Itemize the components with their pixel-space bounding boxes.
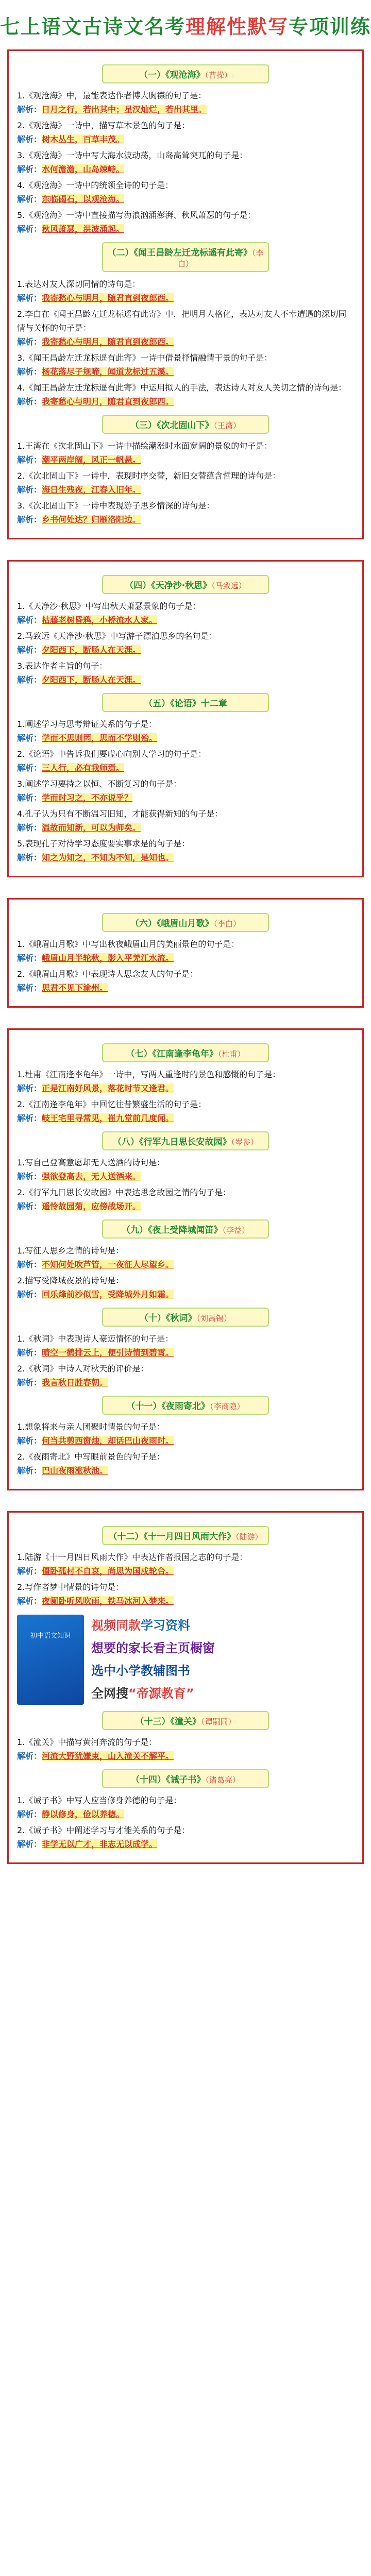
answer-line xyxy=(17,395,354,409)
section-heading xyxy=(102,913,269,932)
question-text: 2.《江南逢李龟年》中回忆往昔繁盛生活的句子是： xyxy=(17,1099,207,1109)
section-author: （刘禹锡） xyxy=(196,1314,231,1323)
answer-line xyxy=(17,1564,354,1578)
question-text: 2.写作者梦中情景的诗句是： xyxy=(17,1582,124,1592)
answer-line xyxy=(17,1170,354,1183)
section-author: （马致远） xyxy=(211,581,246,590)
answer-label: 解析： xyxy=(17,1290,42,1299)
question-text: 1.《观沧海》中，最能表达作者博大胸襟的句子是： xyxy=(17,91,207,100)
answer-line xyxy=(17,981,354,995)
answer-text: 夜阑卧听风吹雨，铁马冰河入梦来。 xyxy=(42,1596,174,1606)
section-heading xyxy=(102,1711,269,1730)
answer-text: 思君不见下渝州。 xyxy=(42,983,108,993)
answer-line xyxy=(17,1594,354,1608)
answer-line xyxy=(17,851,354,865)
question-text: 1.《诫子书》中写人应当修身养德的句子是： xyxy=(17,1795,182,1805)
answer-text: 秋风萧瑟，洪波涌起。 xyxy=(42,224,125,234)
answer-line xyxy=(17,365,354,379)
promo-text xyxy=(91,1614,215,1705)
answer-line xyxy=(17,1258,354,1272)
question-text: 1.阐述学习与思考辩证关系的句子是： xyxy=(17,719,157,729)
answer-label: 解析： xyxy=(17,1839,42,1849)
section-title: （十一）《夜雨寄北》 xyxy=(126,1401,210,1412)
answer-text: 三人行，必有我师焉。 xyxy=(42,763,125,773)
answer-text: 遥怜故园菊，应傍战场开。 xyxy=(42,1201,141,1211)
answer-label: 解析： xyxy=(17,1596,42,1606)
answer-label: 解析： xyxy=(17,1466,42,1476)
answer-line xyxy=(17,513,354,527)
question-text: 2.《观沧海》一诗中，描写草木景色的句子是： xyxy=(17,121,190,130)
answer-text: 枯藤老树昏鸦，小桥流水人家。 xyxy=(42,615,158,625)
question-text: 4.孔子认为只有不断温习旧知，才能获得新知的句子是： xyxy=(17,809,223,819)
book-title: 初中语文知识 xyxy=(30,1632,71,1640)
answer-text: 我言秋日胜春朝。 xyxy=(42,1378,108,1387)
answer-text: 静以修身，俭以养德。 xyxy=(42,1809,125,1819)
answer-line xyxy=(17,162,354,176)
section-author: （李益） xyxy=(222,1226,249,1235)
section-heading xyxy=(102,1769,269,1788)
answer-label: 解析： xyxy=(17,1378,42,1387)
section-author: （岑参） xyxy=(231,1138,258,1147)
answer-line xyxy=(17,335,354,349)
section-title: （十）《秋词》 xyxy=(139,1313,197,1324)
section-title: （十二）《十一月四日风雨大作》 xyxy=(108,1532,235,1542)
answer-line xyxy=(17,1837,354,1851)
answer-text: 杨花落尽子规啼，闻道龙标过五溪。 xyxy=(42,367,174,377)
section-title: （六）《峨眉山月歌》 xyxy=(130,919,214,929)
question-text: 3.《观沧海》一诗中写大海水波动荡，山岛高耸突兀的句子是： xyxy=(17,150,248,160)
answer-text: 僵卧孤村不自哀，尚思为国戍轮台。 xyxy=(42,1566,174,1576)
question-text: 2.《论语》中告诉我们要虚心向别人学习的句子是： xyxy=(17,749,207,759)
answer-line xyxy=(17,731,354,745)
answer-text: 晴空一鹤排云上，便引诗情到碧霄。 xyxy=(42,1348,174,1358)
section-author: （曹操） xyxy=(205,71,232,80)
answer-text: 正是江南好风景，落花时节又逢君。 xyxy=(42,1083,174,1093)
answer-label: 解析： xyxy=(17,763,42,773)
question-card xyxy=(7,560,364,877)
question-text: 3.阐述学习要持之以恒、不断复习的句子是： xyxy=(17,779,182,789)
answer-label: 解析： xyxy=(17,485,42,495)
question-text: 4.《观沧海》一诗中的统领全诗的句子是： xyxy=(17,180,174,190)
answer-line xyxy=(17,1807,354,1821)
answer-text: 我寄愁心与明月，随君直到夜郎西。 xyxy=(42,293,174,303)
question-text: 2.李白在《闻王昌龄左迁龙标遥有此寄》中，把明月人格化，表达对友人不幸遭遇的深切同情与关怀的句子是： xyxy=(17,309,347,333)
answer-label: 解析： xyxy=(17,134,42,144)
answer-label: 解析： xyxy=(17,1751,42,1761)
section-heading xyxy=(102,693,269,712)
answer-line xyxy=(17,791,354,805)
answer-line xyxy=(17,821,354,835)
answer-line xyxy=(17,1749,354,1763)
answer-text: 峨眉山月半轮秋，影入平羌江水流。 xyxy=(42,953,174,963)
section-title: （一）《观沧海》 xyxy=(139,70,205,80)
section-heading xyxy=(102,1396,269,1415)
question-text: 5.表现孔子对待学习态度要实事求是的句子是： xyxy=(17,839,190,849)
answer-text: 回乐烽前沙似雪，受降城外月如霜。 xyxy=(42,1290,174,1299)
answer-line xyxy=(17,291,354,305)
answer-line xyxy=(17,1111,354,1125)
question-text: 1.杜甫《江南逢李龟年》一诗中，写两人重逢时的景色和感慨的句子是： xyxy=(17,1070,281,1079)
question-text: 3.表达作者主旨的句子： xyxy=(17,661,108,671)
question-text: 1.想象将来与亲人团聚时情景的句子是： xyxy=(17,1422,165,1432)
answer-text: 巴山夜雨涨秋池。 xyxy=(42,1466,108,1476)
question-text: 5.《观沧海》一诗中直接描写海浪汹涌澎湃、秋风萧瑟的句子是： xyxy=(17,210,256,220)
answer-text: 岐王宅里寻常见，崔九堂前几度闻。 xyxy=(42,1113,174,1123)
answer-line xyxy=(17,1376,354,1389)
answer-label: 解析： xyxy=(17,1566,42,1576)
section-author: （李商隐） xyxy=(209,1402,245,1411)
section-author: （谭嗣同） xyxy=(200,1717,236,1726)
section-author: （李白） xyxy=(177,248,264,268)
section-title: （十四）《诫子书》 xyxy=(130,1775,206,1785)
answer-label: 解析： xyxy=(17,515,42,524)
section-title: （十三）《潼关》 xyxy=(135,1717,201,1727)
question-text: 2.《诫子书》中阐述学习与才能关系的句子是： xyxy=(17,1825,190,1835)
answer-text: 海日生残夜，江春入旧年。 xyxy=(42,485,141,495)
question-text: 1.写自己登高意愿却无人送酒的诗句是： xyxy=(17,1158,165,1167)
answer-line xyxy=(17,483,354,497)
answer-label: 解析： xyxy=(17,953,42,963)
answer-label: 解析： xyxy=(17,675,42,685)
answer-line xyxy=(17,132,354,146)
answer-text: 夕阳西下，断肠人在天涯。 xyxy=(42,675,141,685)
answer-text: 树木丛生，百草丰茂。 xyxy=(42,134,125,144)
section-title: （五）《论语》十二章 xyxy=(144,699,227,709)
answer-text: 我寄愁心与明月，随君直到夜郎西。 xyxy=(42,397,174,406)
answer-text: 水何澹澹，山岛竦峙。 xyxy=(42,164,125,174)
question-text: 1.写征人思乡之情的诗句是： xyxy=(17,1246,124,1256)
answer-text: 河流大野犹嫌束，山入潼关不解平。 xyxy=(42,1751,174,1761)
answer-label: 解析： xyxy=(17,224,42,234)
answer-line xyxy=(17,222,354,236)
question-text: 1.表达对友人深切同情的诗句是： xyxy=(17,279,141,289)
answer-text: 乡书何处达？归雁洛阳边。 xyxy=(42,515,141,524)
section-heading xyxy=(102,575,269,594)
answer-text: 夕阳西下，断肠人在天涯。 xyxy=(42,645,141,655)
section-heading xyxy=(102,64,269,83)
promo-line-1a: 视频 xyxy=(91,1618,116,1633)
question-text: 2.《行军九日思长安故园》中表达思念故园之情的句子是： xyxy=(17,1188,231,1197)
section-title: （四）《天净沙·秋思》 xyxy=(125,581,212,591)
promo-line-4a: 全网搜 xyxy=(91,1686,128,1701)
promo-line-1c: 学习资料 xyxy=(141,1618,190,1633)
question-card xyxy=(7,1028,364,1490)
answer-label: 解析： xyxy=(17,164,42,174)
title-part-3: 理解性默写 xyxy=(185,14,289,38)
answer-label: 解析： xyxy=(17,645,42,655)
content xyxy=(0,49,371,1864)
answer-line xyxy=(17,103,354,116)
promo-line-4 xyxy=(91,1682,215,1705)
answer-text: 学而时习之，不亦说乎？ xyxy=(42,793,133,803)
answer-line xyxy=(17,1081,354,1095)
section-title: （七）《江南逢李龟年》 xyxy=(126,1049,218,1059)
question-text: 1.陆游《十一月四日风雨大作》中表达作者报国之志的句子是： xyxy=(17,1552,248,1562)
section-title: （九）《夜上受降城闻笛》 xyxy=(121,1225,223,1235)
answer-line xyxy=(17,613,354,627)
question-text: 1.《峨眉山月歌》中写出秋夜峨眉山月的美丽景色的句子是： xyxy=(17,939,240,949)
answer-label: 解析： xyxy=(17,455,42,465)
title-part-4: 专项训练 xyxy=(289,14,371,38)
answer-text: 知之为知之，不知为不知，是知也。 xyxy=(42,853,174,862)
answer-label: 解析： xyxy=(17,1260,42,1269)
section-title: （八）《行军九日思长安故园》 xyxy=(112,1137,231,1147)
answer-label: 解析： xyxy=(17,293,42,303)
question-text: 3.《闻王昌龄左迁龙标遥有此寄》一诗中借景抒情融情于景的句子是： xyxy=(17,353,273,363)
answer-text: 温故而知新，可以为师矣。 xyxy=(42,823,141,833)
answer-text: 学而不思则罔，思而不学则殆。 xyxy=(42,733,158,743)
question-text: 2.《夜雨寄北》中写眼前景色的句子是： xyxy=(17,1452,165,1462)
section-title: （三）《次北固山下》 xyxy=(130,420,214,431)
answer-line xyxy=(17,1434,354,1448)
section-author: （陆游） xyxy=(235,1532,263,1541)
section-heading xyxy=(102,1219,269,1239)
section-heading xyxy=(102,1526,269,1545)
answer-line xyxy=(17,1199,354,1213)
answer-label: 解析： xyxy=(17,1436,42,1446)
section-heading xyxy=(102,415,269,434)
answer-text: 何当共剪西窗烛，却话巴山夜雨时。 xyxy=(42,1436,174,1446)
answer-label: 解析： xyxy=(17,615,42,625)
section-title: （二）《闻王昌龄左迁龙标遥有此寄》 xyxy=(107,248,252,258)
promo-line-1b: 同款 xyxy=(116,1618,141,1633)
section-author: （杜甫） xyxy=(217,1049,245,1059)
answer-text: 非学无以广才，非志无以成学。 xyxy=(42,1839,158,1849)
question-text: 1.王湾在《次北固山下》一诗中描绘潮涨时水面宽阔的景象的句子是： xyxy=(17,441,273,451)
section-author: （李白） xyxy=(213,919,241,928)
answer-label: 解析： xyxy=(17,1348,42,1358)
question-text: 3.《次北固山下》一诗中表现游子思乡情深的诗句是： xyxy=(17,501,215,511)
answer-label: 解析： xyxy=(17,1809,42,1819)
promo-banner[interactable] xyxy=(17,1614,354,1705)
question-text: 1.《潼关》中描写黄河奔流的句子是： xyxy=(17,1737,157,1747)
page-title xyxy=(0,0,371,49)
answer-line xyxy=(17,1287,354,1301)
promo-line-1 xyxy=(91,1614,215,1637)
answer-line xyxy=(17,673,354,687)
answer-line xyxy=(17,643,354,657)
answer-label: 解析： xyxy=(17,793,42,803)
answer-label: 解析： xyxy=(17,1172,42,1181)
question-text: 2.《秋词》中诗人对秋天的评价是： xyxy=(17,1364,149,1374)
answer-text: 东临碣石，以观沧海。 xyxy=(42,194,125,204)
promo-line-3: 选中小学教辅图书 xyxy=(91,1664,190,1678)
answer-label: 解析： xyxy=(17,733,42,743)
section-heading xyxy=(102,1308,269,1327)
answer-line xyxy=(17,1464,354,1478)
answer-text: 日月之行，若出其中；星汉灿烂，若出其里。 xyxy=(42,105,207,114)
section-heading xyxy=(102,1131,269,1150)
answer-line xyxy=(17,1346,354,1360)
question-card xyxy=(7,898,364,1008)
question-text: 2.《次北固山下》一诗中，表现时序交替，新旧交替蕴含哲理的诗句是： xyxy=(17,471,281,481)
promo-line-2: 想要的家长看主页橱窗 xyxy=(91,1641,215,1655)
answer-text: 不知何处吹芦管，一夜征人尽望乡。 xyxy=(42,1260,174,1269)
answer-text: 强欲登高去，无人送酒来。 xyxy=(42,1172,141,1181)
question-text: 2.描写受降城夜景的诗句是： xyxy=(17,1276,124,1285)
section-author: （诸葛亮） xyxy=(205,1775,240,1785)
answer-label: 解析： xyxy=(17,105,42,114)
question-text: 4.《闻王昌龄左迁龙标遥有此寄》中运用拟人的手法，表达诗人对友人关切之情的诗句是： xyxy=(17,383,347,393)
answer-line xyxy=(17,761,354,775)
answer-line xyxy=(17,951,354,965)
answer-label: 解析： xyxy=(17,1113,42,1123)
title-part-1: 七上语文 xyxy=(0,14,83,38)
question-text: 2.《峨眉山月歌》中表现诗人思念友人的句子是： xyxy=(17,969,198,979)
answer-line xyxy=(17,453,354,467)
answer-text: 潮平两岸阔，风正一帆悬。 xyxy=(42,455,141,465)
answer-label: 解析： xyxy=(17,983,42,993)
answer-label: 解析： xyxy=(17,1201,42,1211)
answer-line xyxy=(17,192,354,206)
question-text: 2.马致远《天净沙·秋思》中写游子漂泊思乡的名句是： xyxy=(17,631,217,641)
section-author: （王湾） xyxy=(213,421,241,430)
answer-label: 解析： xyxy=(17,194,42,204)
section-heading xyxy=(102,242,269,272)
question-card xyxy=(7,49,364,539)
answer-label: 解析： xyxy=(17,1083,42,1093)
question-card xyxy=(7,1511,364,1864)
promo-line-4b: “帝源教育” xyxy=(128,1686,194,1701)
book-cover-image xyxy=(17,1615,84,1705)
answer-label: 解析： xyxy=(17,853,42,862)
answer-label: 解析： xyxy=(17,337,42,347)
question-text: 1.《天净沙·秋思》中写出秋天萧瑟景象的句子是： xyxy=(17,601,201,611)
section-heading xyxy=(102,1043,269,1062)
title-part-2: 古诗文名考 xyxy=(82,14,186,38)
answer-label: 解析： xyxy=(17,397,42,406)
question-text: 1.《秋词》中表现诗人豪迈情怀的句子是： xyxy=(17,1334,174,1344)
answer-text: 我寄愁心与明月，随君直到夜郎西。 xyxy=(42,337,174,347)
answer-label: 解析： xyxy=(17,823,42,833)
answer-label: 解析： xyxy=(17,367,42,377)
